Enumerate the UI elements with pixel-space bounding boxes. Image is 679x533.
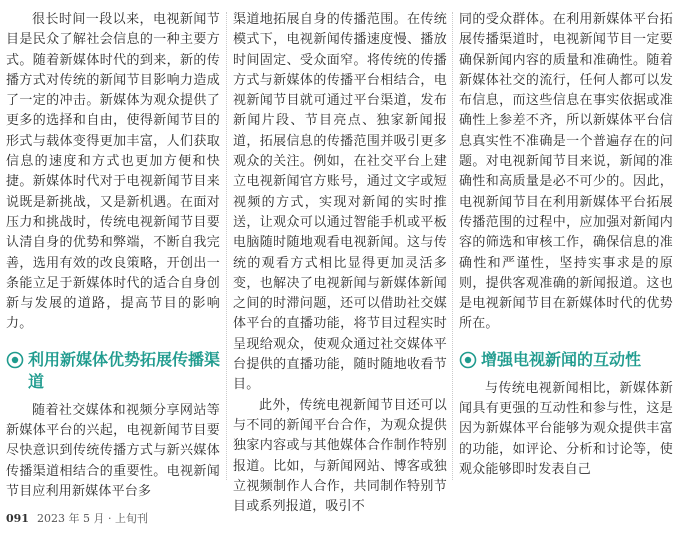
body-paragraph: 与传统电视新闻相比，新媒体新闻具有更强的互动性和参与性，这是因为新媒体平台能够为观众提供丰富的功能，如评论、分析和讨论等，使观众能够即时发表自己 — [459, 380, 673, 477]
article-column-1 — [6, 10, 220, 502]
column-divider — [226, 12, 227, 480]
concentric-circle-icon — [459, 351, 477, 369]
page-footer — [6, 510, 148, 526]
issue-date: 2023 年 5 月 · 上旬刊 — [36, 512, 148, 525]
body-paragraph: 随着社交媒体和视频分享网站等新媒体平台的兴起，电视新闻节目要尽快意识到传统传播方式与新兴媒体传播渠道相结合的重要性。电视新闻节目应利用新媒体平台多 — [6, 402, 220, 499]
section-heading — [6, 349, 220, 393]
body-paragraph: 同的受众群体。在利用新媒体平台拓展传播渠道时，电视新闻节目一定要确保新闻内容的质量和准确性。随着新媒体社交的流行，任何人都可以发布信息，而这些信息在事实依据或准确性上参差不齐，所以新媒体平台信息真实性不准确是一个普遍存在的问题。对电视新闻节目来说，新闻的准确性和高质量是必不可少的。因此，电视新闻节目在利用新媒体平台拓展传播范围的过程中，应加强对新闻内容的筛选和审核工作，确保信息的准确性和严谨性，坚持实事求是的原则，提供客观准确的新闻报道。这也是电视新闻节目在新媒体时代的优势所在。 — [459, 12, 673, 332]
body-paragraph: 此外，传统电视新闻节目还可以与不同的新闻平台合作，为观众提供独家内容或与其他媒体合作制作特别报道。比如，与新闻网站、博客或独立视频制作人合作，共同制作特别节目或系列报道，吸引不 — [233, 397, 447, 515]
column-divider — [452, 12, 453, 480]
article-column-2 — [233, 10, 447, 517]
body-paragraph: 很长时间一段以来，电视新闻节目是民众了解社会信息的一种主要方式。随着新媒体时代的到来，新的传播方式对传统的新闻节目影响力造成了一定的冲击。新媒体为观众提供了更多的选择和自由，使得新闻节目的形式与载体变得更加丰富，人们获取信息的速度和方式也更加方便和快捷。新媒体时代对于电视新闻节目来说既是新挑战，又是新机遇。在面对压力和挑战时，传统电视新闻节目要认清自身的优势和弊端，不断自我完善，选用有效的改良策略，开创出一条能立足于新媒体时代的适合自身创新与发展的道路，提高节目的影响力。 — [6, 12, 220, 332]
page-number: 091 — [6, 512, 29, 525]
section-heading-text: 利用新媒体优势拓展传播渠道 — [28, 349, 221, 391]
article-column-3 — [459, 10, 673, 480]
section-heading — [459, 349, 673, 371]
section-heading-text: 增强电视新闻的互动性 — [481, 349, 642, 369]
body-paragraph: 渠道地拓展自身的传播范围。在传统模式下，电视新闻传播速度慢、播放时间固定、受众面窄。将传统的传播方式与新媒体的传播平台相结合，电视新闻节目就可通过平台渠道，发布新闻片段、节目亮点、独家新闻报道，拓展信息的传播范围并吸引更多观众的关注。例如，在社交平台上建立电视新闻官方账号，通过文字或短视频的方式，实现对新闻的实时推送，让观众可以通过智能手机或平板电脑随时随地观看电视新闻。这与传统的观看方式相比显得更加灵活多变，也解决了电视新闻与新媒体新闻之间的时滞问题，还可以借助社交媒体平台的直播功能，将节目过程实时呈现给观众，使观众通过社交媒体平台提供的直播功能，随时随地收看节目。 — [233, 12, 447, 393]
concentric-circle-icon — [6, 351, 24, 369]
